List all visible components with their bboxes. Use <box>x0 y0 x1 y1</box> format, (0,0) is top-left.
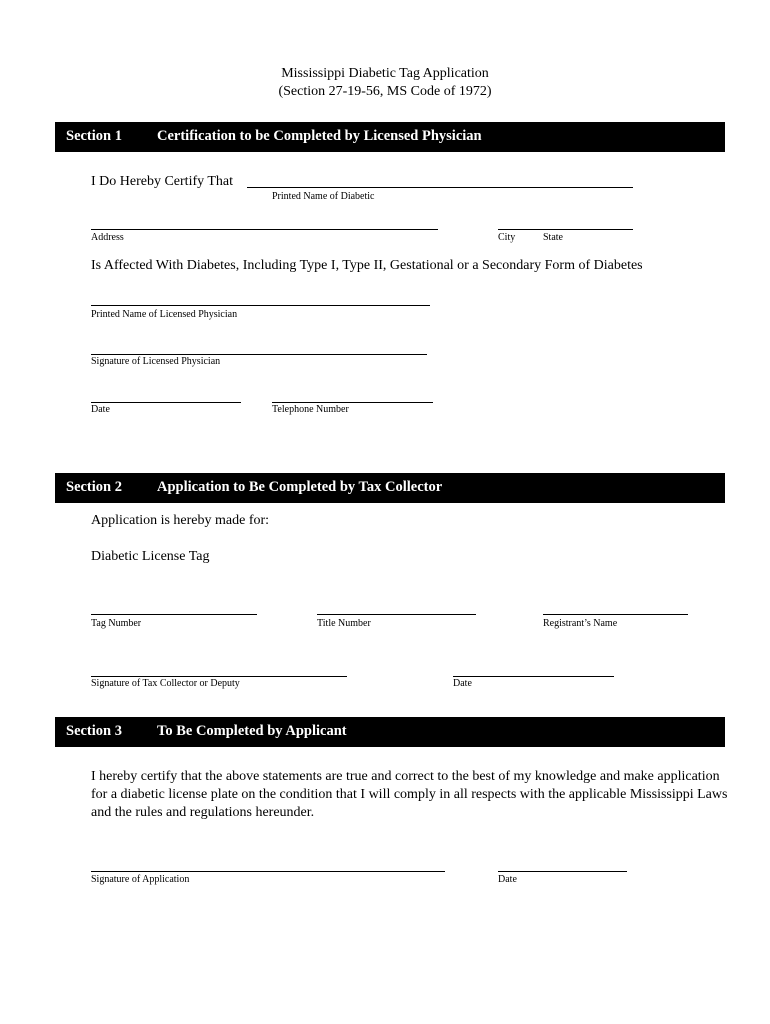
address-caption: Address <box>91 232 124 243</box>
diabetic-name-line[interactable] <box>247 187 633 188</box>
address-line[interactable] <box>91 229 438 230</box>
section-1-number: Section 1 <box>66 128 122 144</box>
section-1-date-line[interactable] <box>91 402 241 403</box>
section-2-number: Section 2 <box>66 479 122 495</box>
telephone-caption: Telephone Number <box>272 404 349 415</box>
signature-application-caption: Signature of Application <box>91 874 190 885</box>
section-1-header <box>55 122 725 152</box>
section-3-header <box>55 717 725 747</box>
section-2-title: Application to Be Completed by Tax Collector <box>157 479 443 495</box>
section-3-date-line[interactable] <box>498 871 627 872</box>
registrant-name-caption: Registrant’s Name <box>543 618 618 629</box>
affected-statement: Is Affected With Diabetes, Including Type I, Type II, Gestational or a Secondary Form of Diabetes <box>91 258 643 273</box>
section-1-date-caption: Date <box>91 404 110 415</box>
section-2-date-line[interactable] <box>453 676 614 677</box>
applicant-statement: I hereby certify that the above statements are true and correct to the best of my knowledge and make application for a diabetic license plate on the condition that I will comply in all respects with the applicable Mississippi Laws and the rules and regulations hereunder. <box>91 769 728 820</box>
document-title: Mississippi Diabetic Tag Application <box>281 66 489 81</box>
telephone-line[interactable] <box>272 402 433 403</box>
tag-type: Diabetic License Tag <box>91 549 210 564</box>
section-3-title: To Be Completed by Applicant <box>157 723 347 739</box>
physician-name-line[interactable] <box>91 305 430 306</box>
state-caption: State <box>543 232 563 243</box>
tax-collector-signature-line[interactable] <box>91 676 347 677</box>
printed-name-physician-caption: Printed Name of Licensed Physician <box>91 309 238 320</box>
section-2-header <box>55 473 725 503</box>
document-subtitle: (Section 27-19-56, MS Code of 1972) <box>278 84 492 99</box>
city-state-line[interactable] <box>498 229 633 230</box>
application-made-for: Application is hereby made for: <box>91 513 270 528</box>
registrant-name-line[interactable] <box>543 614 688 615</box>
applicant-signature-line[interactable] <box>91 871 445 872</box>
signature-physician-caption: Signature of Licensed Physician <box>91 356 221 367</box>
section-2-date-caption: Date <box>453 678 472 689</box>
signature-tax-collector-caption: Signature of Tax Collector or Deputy <box>91 678 240 689</box>
section-3-number: Section 3 <box>66 723 122 739</box>
certify-label: I Do Hereby Certify That <box>91 174 234 189</box>
city-caption: City <box>498 232 516 243</box>
section-3-date-caption: Date <box>498 874 517 885</box>
tag-number-line[interactable] <box>91 614 257 615</box>
section-1-title: Certification to be Completed by Licensed Physician <box>157 128 482 144</box>
title-number-caption: Title Number <box>317 618 371 629</box>
title-number-line[interactable] <box>317 614 476 615</box>
printed-name-diabetic-caption: Printed Name of Diabetic <box>272 191 375 202</box>
tag-number-caption: Tag Number <box>91 618 142 629</box>
physician-signature-line[interactable] <box>91 354 427 355</box>
